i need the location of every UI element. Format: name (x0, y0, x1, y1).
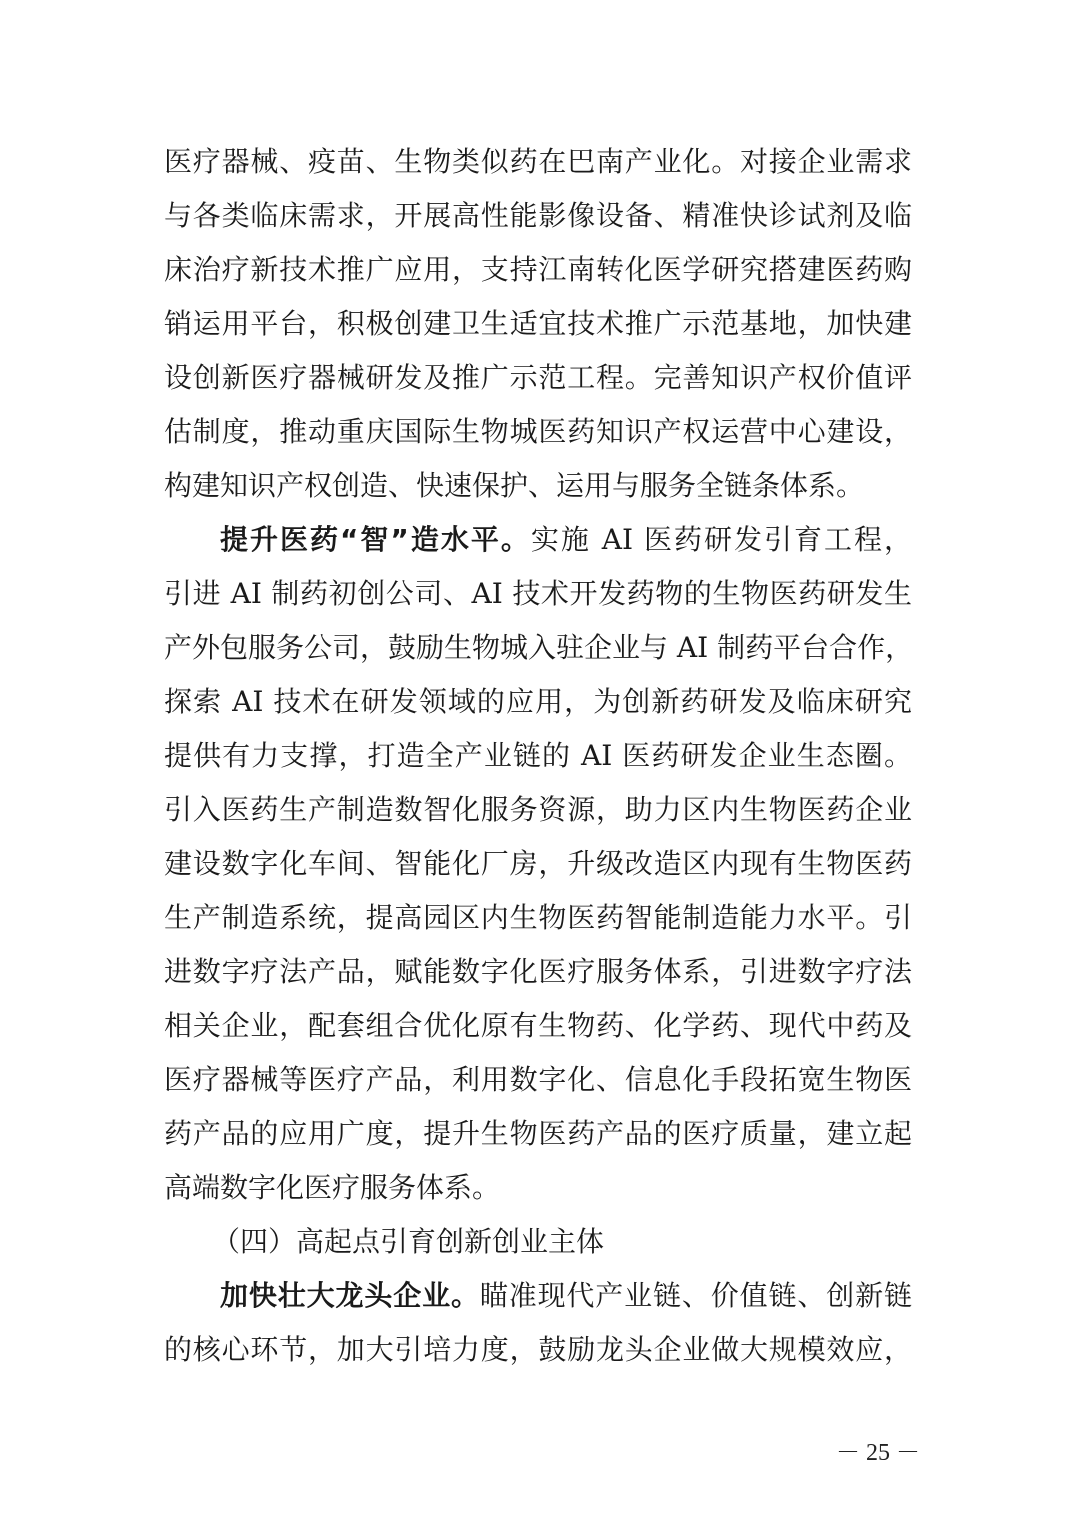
paragraph-2 (164, 513, 912, 1215)
paragraph-2-line-1 (164, 513, 912, 567)
paragraph-2-line-2: 引进 AI 制药初创公司、AI 技术开发药物的生物医药研发生 (164, 577, 912, 610)
paragraph-1-line-3: 床治疗新技术推广应用，支持江南转化医学研究搭建医药购 (164, 253, 912, 286)
paragraph-2-line-11: 医疗器械等医疗产品，利用数字化、信息化手段拓宽生物医 (164, 1063, 912, 1096)
paragraph-1-line-7: 构建知识产权创造、快速保护、运用与服务全链条体系。 (164, 469, 865, 502)
document-page (164, 135, 912, 1377)
paragraph-2-line-10: 相关企业，配套组合优化原有生物药、化学药、现代中药及 (164, 1009, 912, 1042)
paragraph-3-lead-heading: 加快壮大龙头企业。 (220, 1279, 480, 1312)
paragraph-1-line-1: 医疗器械、疫苗、生物类似药在巴南产业化。对接企业需求 (164, 145, 912, 178)
paragraph-2-line-4: 探索 AI 技术在研发领域的应用，为创新药研发及临床研究 (164, 685, 912, 718)
paragraph-2-line-5: 提供有力支撑，打造全产业链的 AI 医药研发企业生态圈。 (164, 739, 912, 772)
page-number: － 25 － (836, 1440, 920, 1466)
paragraph-1-line-5: 设创新医疗器械研发及推广示范工程。完善知识产权价值评 (164, 361, 912, 394)
paragraph-2-line-12: 药产品的应用广度，提升生物医药产品的医疗质量，建立起 (164, 1117, 912, 1150)
paragraph-2-line-6: 引入医药生产制造数智化服务资源，助力区内生物医药企业 (164, 793, 912, 826)
paragraph-2-lead-text: 实施 AI 医药研发引育工程， (530, 523, 912, 556)
paragraph-2-line-13: 高端数字化医疗服务体系。 (164, 1171, 501, 1204)
paragraph-3-lead-text: 瞄准现代产业链、价值链、创新链 (479, 1279, 912, 1312)
paragraph-1-line-2: 与各类临床需求，开展高性能影像设备、精准快诊试剂及临 (164, 199, 912, 232)
paragraph-2-line-7: 建设数字化车间、智能化厂房，升级改造区内现有生物医药 (164, 847, 912, 880)
paragraph-1 (164, 135, 912, 513)
paragraph-2-line-8: 生产制造系统，提高园区内生物医药智能制造能力水平。引 (164, 901, 912, 934)
section-heading: （四）高起点引育创新创业主体 (212, 1225, 605, 1258)
paragraph-2-line-9: 进数字疗法产品，赋能数字化医疗服务体系，引进数字疗法 (164, 955, 912, 988)
paragraph-3 (164, 1269, 912, 1377)
paragraph-3-line-2: 的核心环节，加大引培力度，鼓励龙头企业做大规模效应， (164, 1333, 912, 1366)
paragraph-2-lead-heading: 提升医药“智”造水平。 (220, 523, 531, 556)
paragraph-1-line-4: 销运用平台，积极创建卫生适宜技术推广示范基地，加快建 (164, 307, 912, 340)
paragraph-2-line-3: 产外包服务公司，鼓励生物城入驻企业与 AI 制药平台合作， (164, 631, 914, 664)
paragraph-3-line-1 (164, 1269, 912, 1323)
paragraph-1-line-6: 估制度，推动重庆国际生物城医药知识产权运营中心建设， (164, 415, 912, 448)
